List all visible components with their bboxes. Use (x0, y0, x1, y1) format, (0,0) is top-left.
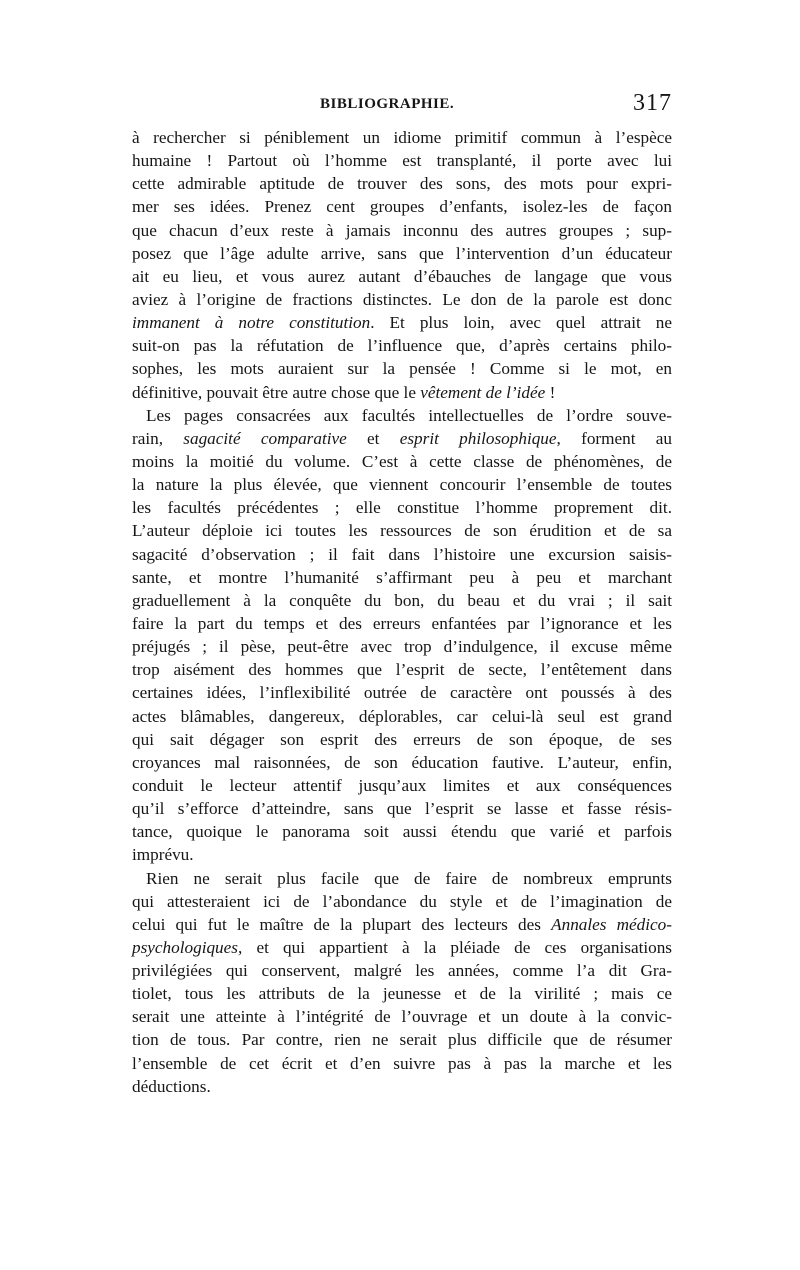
running-title: BIBLIOGRAPHIE. (320, 96, 455, 112)
text-line: serait une atteinte à l’intégrité de l’ouvrage et un doute à la convic- (132, 1007, 672, 1027)
text-line: tiolet, tous les attributs de la jeunesse et de la virilité ; mais ce (132, 984, 672, 1004)
text-line: aviez à l’origine de fractions distinctes. Le don de la parole est donc (132, 289, 672, 309)
text-line: définitive, pouvait être autre chose que le vêtement de l’idée ! (132, 382, 556, 402)
text-line: cette admirable aptitude de trouver des sons, des mots pour expri- (132, 174, 672, 194)
text-line: qu’il s’efforce d’atteindre, sans que l’esprit se lasse et fasse résis- (132, 799, 672, 819)
text-line: celui qui fut le maître de la plupart des lecteurs des Annales médico- (132, 914, 672, 934)
text-line: moins la moitié du volume. C’est à cette classe de phénomènes, de (132, 451, 672, 471)
text-line: privilégiées qui conservent, malgré les années, comme l’a dit Gra- (132, 961, 672, 981)
text-line: mer ses idées. Prenez cent groupes d’enfants, isolez-les de façon (132, 197, 672, 217)
text-line: actes blâmables, dangereux, déplorables, car celui-là seul est grand (132, 706, 672, 726)
text-line: faire la part du temps et des erreurs enfantées par l’ignorance et les (132, 613, 672, 633)
page-number: 317 (633, 90, 672, 116)
text-line: Les pages consacrées aux facultés intellectuelles de l’ordre souve- (146, 405, 672, 425)
text-line: préjugés ; il pèse, peut-être avec trop d’indulgence, il excuse même (132, 637, 672, 657)
text-line: suit-on pas la réfutation de l’influence que, d’après certains philo- (132, 336, 672, 356)
text-line: sagacité d’observation ; il fait dans l’histoire une excursion saisis- (132, 544, 672, 564)
text-line: psychologiques, et qui appartient à la pléiade de ces organisations (132, 937, 672, 957)
text-line: trop aisément des hommes que l’esprit de secte, l’entêtement dans (132, 660, 672, 680)
text-line: la nature la plus élevée, que viennent concourir l’ensemble de toutes (132, 475, 672, 495)
text-line: tance, quoique le panorama soit aussi étendu que varié et parfois (132, 822, 672, 842)
text-line: certaines idées, l’inflexibilité outrée de caractère ont poussés à des (132, 683, 672, 703)
text-line: déductions. (132, 1076, 211, 1096)
text-line: à rechercher si péniblement un idiome primitif commun à l’espèce (132, 128, 672, 147)
text-line: sante, et montre l’humanité s’affirmant peu à peu et marchant (132, 567, 672, 587)
text-line: rain, sagacité comparative et esprit philosophique, forment au (132, 428, 672, 448)
paragraph (132, 867, 672, 1098)
body-text (132, 126, 672, 1098)
text-line: l’ensemble de cet écrit et d’en suivre pas à pas la marche et les (132, 1053, 672, 1073)
text-line: qui attesteraient ici de l’abondance du style et de l’imagination de (132, 891, 672, 911)
text-line: les facultés précédentes ; elle constitue l’homme proprement dit. (132, 498, 672, 518)
text-line: que chacun d’eux reste à jamais inconnu des autres groupes ; sup- (132, 220, 672, 240)
text-line: conduit le lecteur attentif jusqu’aux limites et aux conséquences (132, 775, 672, 795)
text-line: humaine ! Partout où l’homme est transplanté, il porte avec lui (132, 151, 672, 171)
paragraph (132, 126, 672, 404)
text-line: posez que l’âge adulte arrive, sans que l’intervention d’un éducateur (132, 243, 672, 263)
text-line: ait eu lieu, et vous aurez autant d’ébauches de langage que vous (132, 266, 672, 286)
paragraph (132, 404, 672, 867)
text-line: sophes, les mots auraient sur la pensée ! Comme si le mot, en (132, 359, 672, 379)
text-line: immanent à notre constitution. Et plus loin, avec quel attrait ne (132, 313, 672, 333)
text-line: graduellement à la conquête du bon, du beau et du vrai ; il sait (132, 590, 672, 610)
text-line: L’auteur déploie ici toutes les ressources de son érudition et de sa (132, 521, 672, 541)
page-header (132, 90, 672, 126)
text-line: imprévu. (132, 845, 194, 865)
book-page (132, 90, 672, 1098)
text-line: qui sait dégager son esprit des erreurs de son époque, de ses (132, 729, 672, 749)
text-line: Rien ne serait plus facile que de faire de nombreux emprunts (146, 868, 672, 888)
text-line: croyances mal raisonnées, de son éducation fautive. L’auteur, enfin, (132, 752, 672, 772)
text-line: tion de tous. Par contre, rien ne serait plus difficile que de résumer (132, 1030, 672, 1050)
